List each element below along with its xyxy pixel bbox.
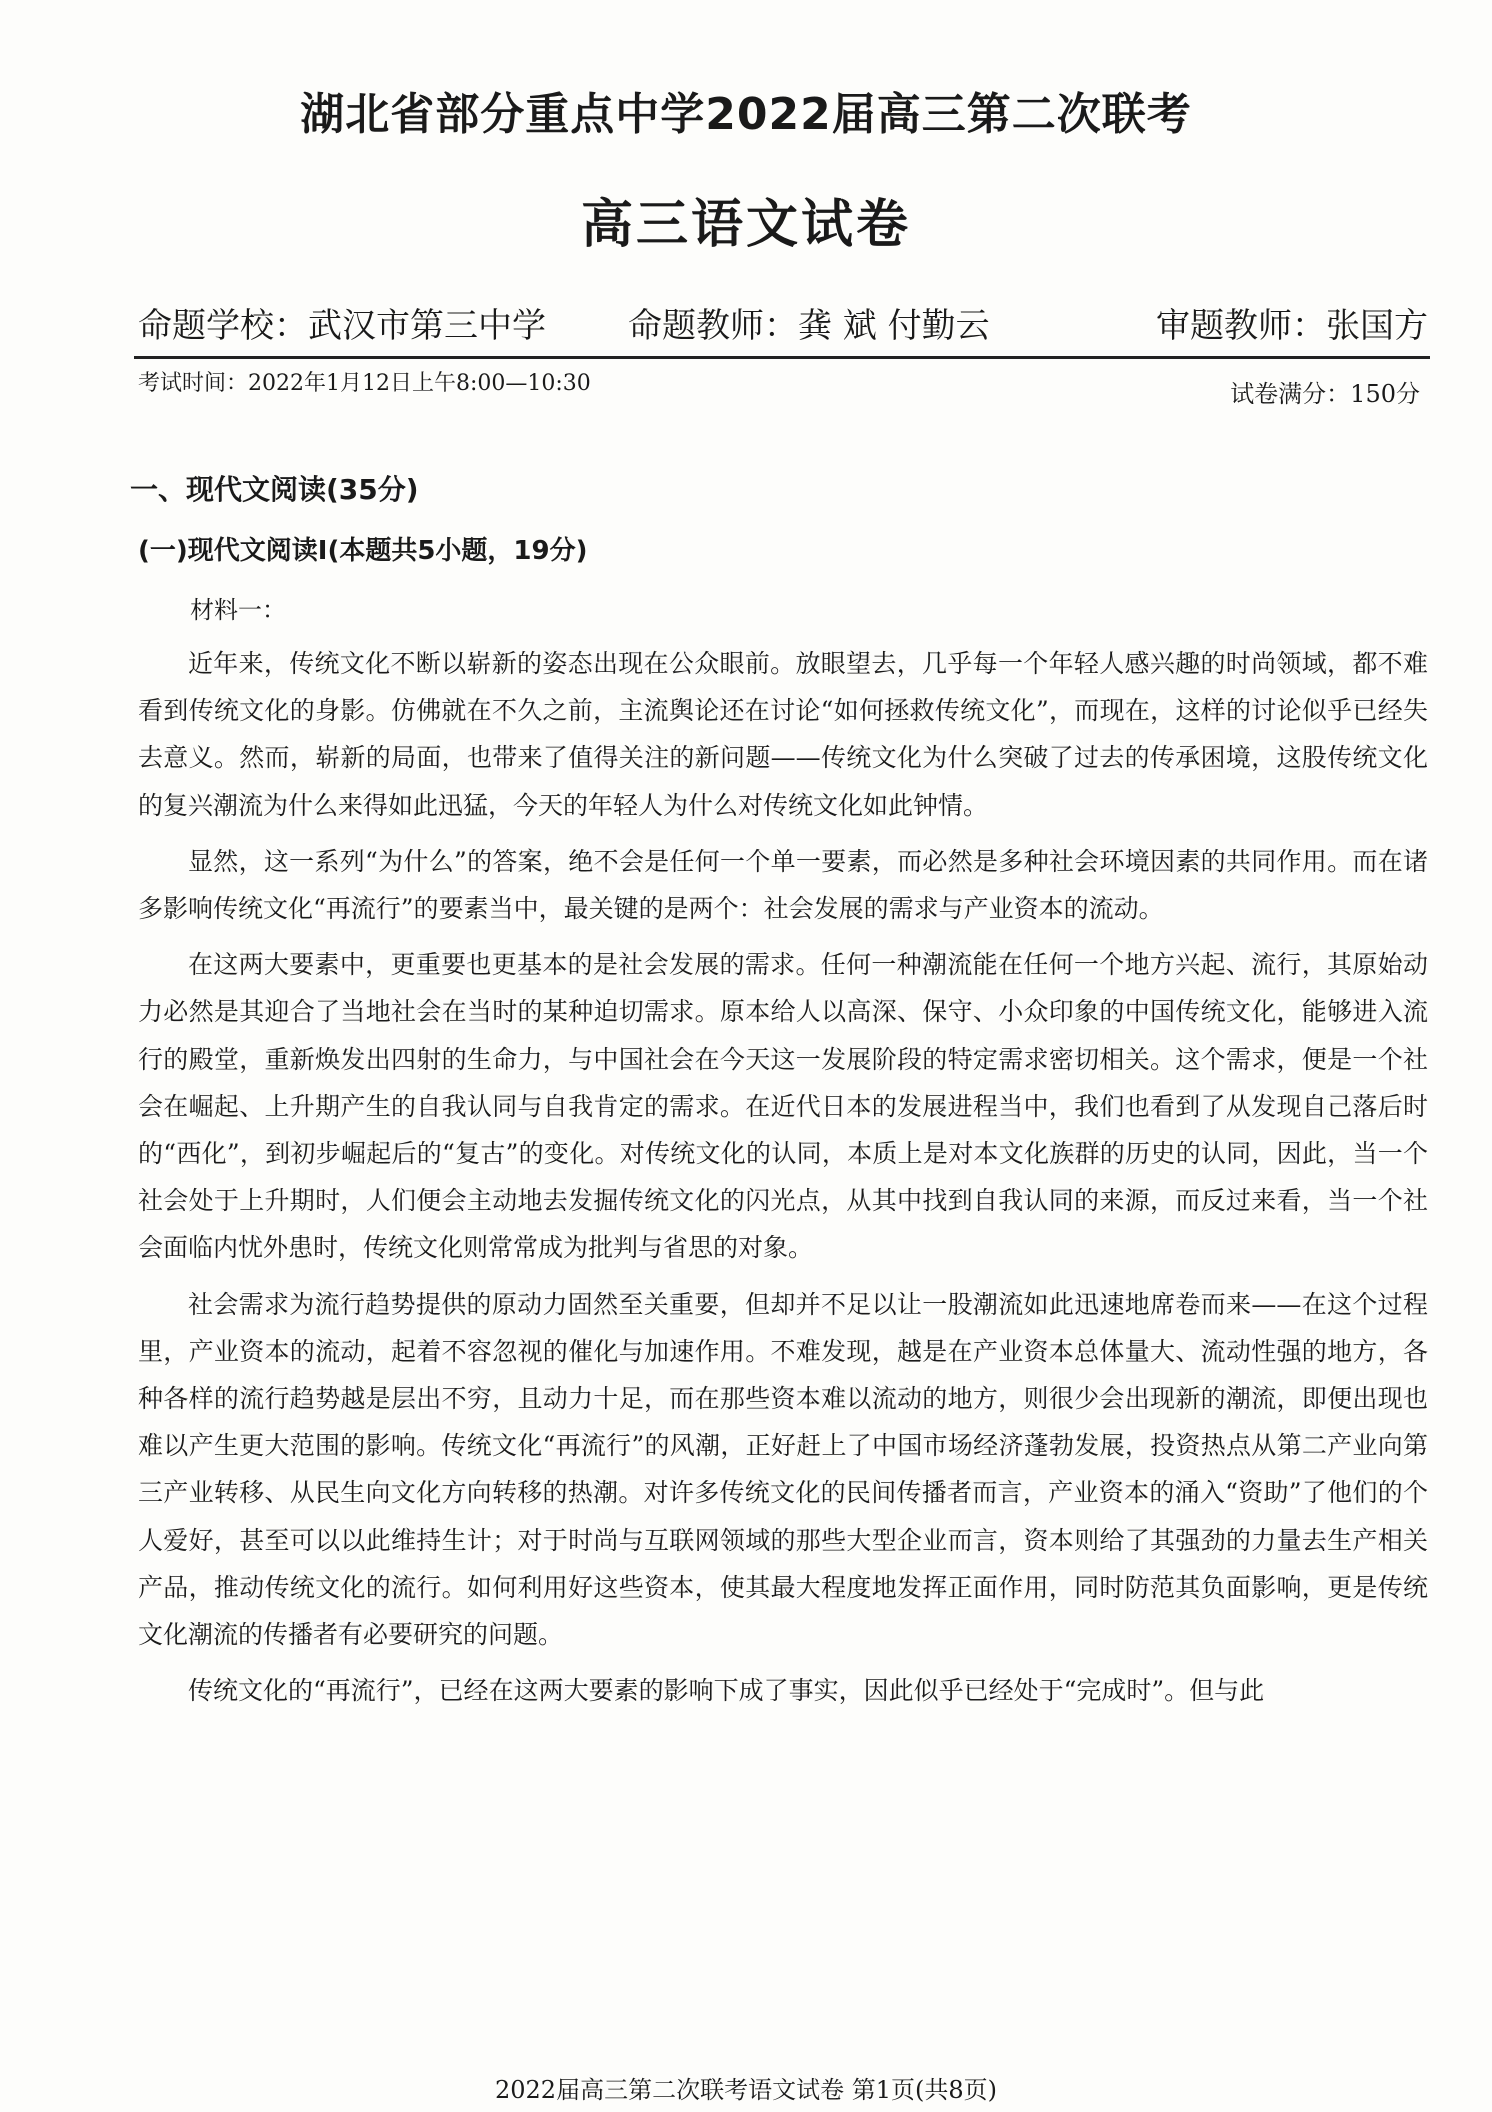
paragraph: 传统文化的“再流行”，已经在这两大要素的影响下成了事实，因此似乎已经处于“完成时”。但与此 bbox=[188, 1676, 1265, 1706]
exam-time: 考试时间：2022年1月12日上午8:00—10:30 bbox=[138, 371, 591, 396]
page-footer: 2022届高三第二次联考语文试卷 第1页(共8页) bbox=[495, 2076, 997, 2104]
paragraph: 近年来，传统文化不断以崭新的姿态出现在公众眼前。放眼望去，几乎每一个年轻人感兴趣的时尚领域，都不难看到传统文化的身影。仿佛就在不久之前，主流舆论还在讨论“如何拯救传统文化”，而现在，这样的讨论似乎已经失去意义。然而，崭新的局面，也带来了值得关注的新问题——传统文化为什么突破了过去的传承困境，这股传统文化的复兴潮流为什么来得如此迅猛，今天的年轻人为什么对传统文化如此钟情。 bbox=[138, 649, 1428, 820]
author-line bbox=[138, 298, 1428, 354]
setting-teachers: 命题教师：龚 斌 付勤云 bbox=[628, 306, 990, 346]
reading-passage bbox=[138, 640, 1428, 1723]
review-teacher: 审题教师：张国方 bbox=[1156, 306, 1428, 346]
setting-school: 命题学校：武汉市第三中学 bbox=[138, 306, 546, 346]
subsection-title: (一)现代文阅读Ⅰ(本题共5小题，19分) bbox=[138, 536, 588, 566]
paper-title: 高三语文试卷 bbox=[580, 195, 911, 255]
header-divider bbox=[134, 356, 1430, 359]
paragraph: 社会需求为流行趋势提供的原动力固然至关重要，但却并不足以让一股潮流如此迅速地席卷而来——在这个过程里，产业资本的流动，起着不容忽视的催化与加速作用。不难发现，越是在产业资本总体量大、流动性强的地方，各种各样的流行趋势越是层出不穷，且动力十足，而在那些资本难以流动的地方，则很少会出现新的潮流，即便出现也难以产生更大范围的影响。传统文化“再流行”的风潮，正好赶上了中国市场经济蓬勃发展，投资热点从第二产业向第三产业转移、从民生向文化方向转移的热潮。对许多传统文化的民间传播者而言，产业资本的涌入“资助”了他们的个人爱好，甚至可以以此维持生计；对于时尚与互联网领域的那些大型企业而言，资本则给了其强劲的力量去生产相关产品，推动传统文化的流行。如何利用好这些资本，使其最大程度地发挥正面作用，同时防范其负面影响，更是传统文化潮流的传播者有必要研究的问题。 bbox=[138, 1289, 1428, 1650]
paragraph: 在这两大要素中，更重要也更基本的是社会发展的需求。任何一种潮流能在任何一个地方兴起、流行，其原始动力必然是其迎合了当地社会在当时的某种迫切需求。原本给人以高深、保守、小众印象的中国传统文化，能够进入流行的殿堂，重新焕发出四射的生命力，与中国社会在今天这一发展阶段的特定需求密切相关。这个需求，便是一个社会在崛起、上升期产生的自我认同与自我肯定的需求。在近代日本的发展进程当中，我们也看到了从发现自己落后时的“西化”，到初步崛起后的“复古”的变化。对传统文化的认同，本质上是对本文化族群的历史的认同，因此，当一个社会处于上升期时，人们便会主动地去发掘传统文化的闪光点，从其中找到自我认同的来源，而反过来看，当一个社会面临内忧外患时，传统文化则常常成为批判与省思的对象。 bbox=[138, 950, 1428, 1263]
exam-title: 湖北省部分重点中学2022届高三第二次联考 bbox=[300, 89, 1192, 140]
paragraph: 显然，这一系列“为什么”的答案，绝不会是任何一个单一要素，而必然是多种社会环境因素的共同作用。而在诸多影响传统文化“再流行”的要素当中，最关键的是两个：社会发展的需求与产业资本的流动。 bbox=[138, 846, 1428, 924]
section-title: 一、现代文阅读(35分) bbox=[130, 473, 419, 506]
full-score: 试卷满分：150分 bbox=[1230, 380, 1420, 408]
material-label: 材料一： bbox=[190, 596, 286, 624]
